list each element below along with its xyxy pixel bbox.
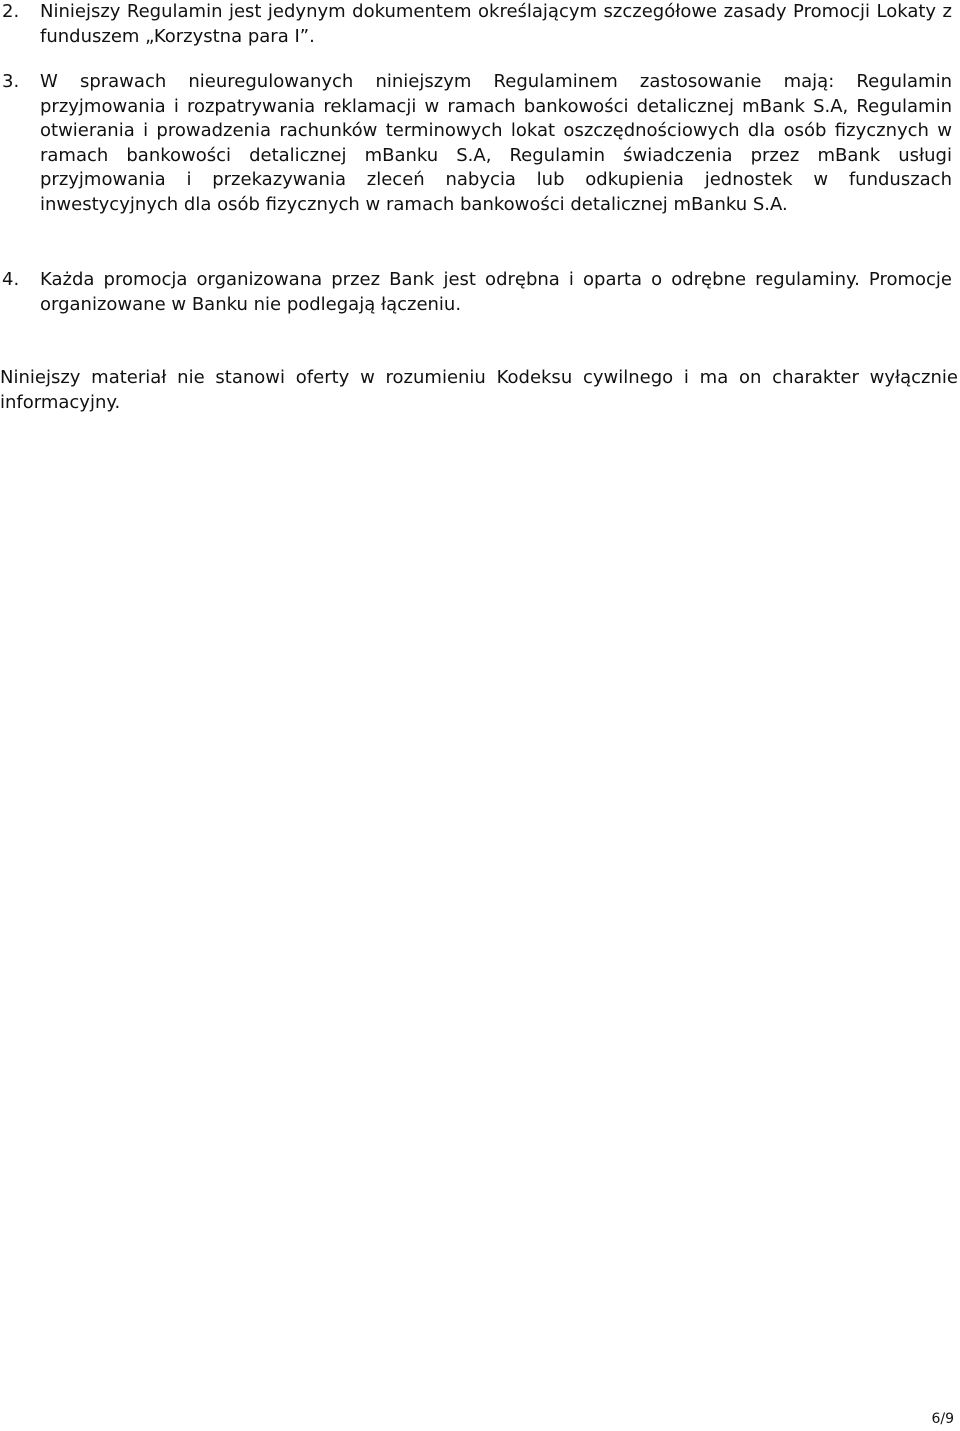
list-item-4 [0, 268, 952, 317]
list-item-3 [0, 70, 952, 218]
list-item-number: 4. [2, 269, 20, 290]
list-item-text: Każda promocja organizowana przez Bank jest odrębna i oparta o odrębne regulaminy. Promocje organizowane w Banku nie podlegają łączeniu. [40, 269, 952, 315]
list-item-text: Niniejszy Regulamin jest jedynym dokumentem określającym szczegółowe zasady Promocji Lokaty z funduszem „Korzystna para I”. [40, 1, 952, 47]
page-number: 6/9 [931, 1411, 954, 1427]
list-item-text: W sprawach nieuregulowanych niniejszym Regulaminem zastosowanie mają: Regulamin przyjmowania i rozpatrywania reklamacji w ramach bankowości detalicznej mBank S.A, Regulamin otwierania i prowadzenia rachunków terminowych lokat oszczędnościowych dla osób fizycznych w ramach bankowości detalicznej mBanku S.A, Regulamin świadczenia przez mBank usługi przyjmowania i przekazywania zleceń nabycia lub odkupienia jednostek w funduszach inwestycyjnych dla osób fizycznych w ramach bankowości detalicznej mBanku S.A. [40, 71, 952, 215]
list-item-number: 3. [2, 71, 20, 92]
list-item-2 [0, 0, 952, 49]
disclaimer-paragraph: Niniejszy materiał nie stanowi oferty w rozumieniu Kodeksu cywilnego i ma on charakter wyłącznie informacyjny. [0, 367, 958, 413]
list-item-number: 2. [2, 1, 20, 22]
